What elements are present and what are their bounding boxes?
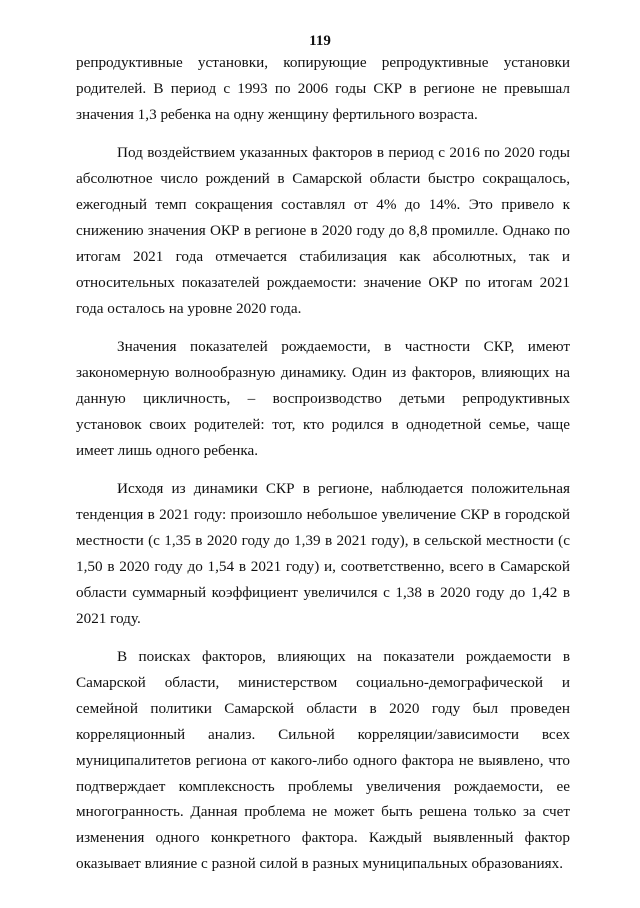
document-body bbox=[76, 50, 570, 890]
page-number: 119 bbox=[309, 33, 331, 49]
paragraph-wave-dynamics: Значения показателей рождаемости, в частности СКР, имеют закономерную волнообразную динамику. Один из факторов, влияющих на данную цикличность, – воспроизводство детьми репродуктивных установок своих родителей: тот, кто родился в однодетной семье, чаще имеет лишь одного ребенка. bbox=[76, 338, 570, 459]
paragraph-birth-decline: Под воздействием указанных факторов в период с 2016 по 2020 годы абсолютное число рождений в Самарской области быстро сокращалось, ежегодный темп сокращения составлял от 4% до 14%. Это привело к снижению значения ОКР в регионе в 2020 году до 8,8 промилле. Однако по итогам 2021 года отмечается стабилизация как абсолютных, так и относительных показателей рождаемости: значение ОКР по итогам 2021 года осталось на уровне 2020 года. bbox=[76, 144, 570, 317]
paragraph-skr-trend: Исходя из динамики СКР в регионе, наблюдается положительная тенденция в 2021 году: произошло небольшое увеличение СКР в городской местности (с 1,35 в 2020 году до 1,39 в 2021 году), в сельской местности (с 1,50 в 2020 году до 1,54 в 2021 году) и, соответственно, всего в Самарской области суммарный коэффициент увеличился с 1,38 в 2020 году до 1,42 в 2021 году. bbox=[76, 480, 570, 627]
paragraph-continuation: репродуктивные установки, копирующие репродуктивные установки родителей. В период с 1993 по 2006 годы СКР в регионе не превышал значения 1,3 ребенка на одну женщину фертильного возраста. bbox=[76, 54, 570, 123]
paragraph-correlation-analysis: В поисках факторов, влияющих на показатели рождаемости в Самарской области, министерством социально-демографической и семейной политики Самарской области в 2020 году был проведен корреляционный анализ. Сильной корреляции/зависимости всех муниципалитетов региона от какого-либо одного фактора не выявлено, что подтверждает комплексность проблемы увеличения рождаемости, ее многогранность. Данная проблема не может быть решена только за счет изменения одного конкретного фактора. Каждый выявленный фактор оказывает влияние с разной силой в разных муниципальных образованиях. bbox=[76, 648, 570, 873]
